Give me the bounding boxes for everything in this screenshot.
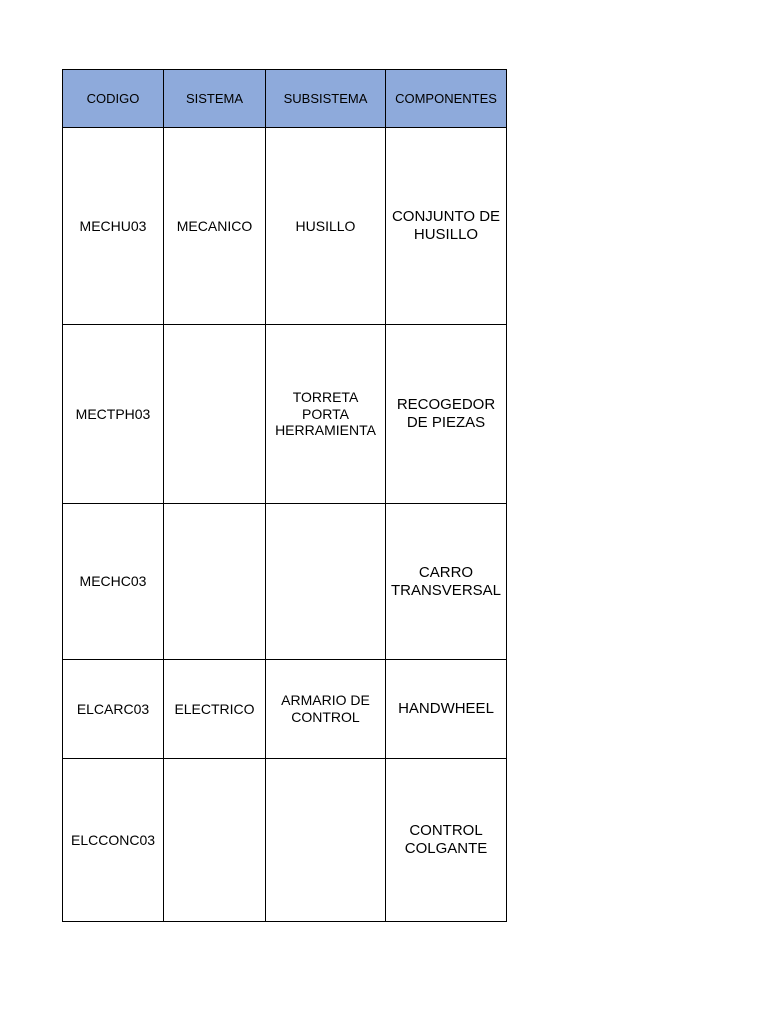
cell-codigo-text: ELCCONC03 — [70, 831, 156, 848]
cell-componentes — [386, 325, 507, 504]
cell-componentes — [386, 660, 507, 759]
cell-subsistema — [266, 325, 386, 504]
table-row — [63, 325, 507, 504]
cell-subsistema-text: HUSILLO — [295, 217, 356, 234]
table-row — [63, 759, 507, 922]
cell-codigo — [63, 325, 164, 504]
cell-codigo — [63, 504, 164, 660]
header-componentes: COMPONENTES — [386, 70, 507, 128]
cell-subsistema — [266, 759, 386, 922]
cell-codigo-text: MECHU03 — [79, 217, 147, 234]
cell-subsistema — [266, 660, 386, 759]
cell-sistema — [164, 325, 266, 504]
cell-codigo-text: ELCARC03 — [76, 700, 150, 717]
cell-componentes — [386, 128, 507, 325]
header-subsistema: SUBSISTEMA — [266, 70, 386, 128]
cell-sistema — [164, 759, 266, 922]
cell-sistema-text: MECANICO — [176, 217, 253, 234]
cell-componentes-text: RECOGEDOR DE PIEZAS — [396, 396, 496, 431]
table-row — [63, 660, 507, 759]
header-sistema: SISTEMA — [164, 70, 266, 128]
cell-codigo — [63, 128, 164, 325]
table-header-row — [63, 70, 507, 128]
table-row — [63, 504, 507, 660]
cell-subsistema — [266, 128, 386, 325]
cell-codigo — [63, 660, 164, 759]
cell-componentes-text: CONJUNTO DE HUSILLO — [391, 208, 501, 243]
cell-subsistema-text: TORRETA PORTA HERRAMIENTA — [275, 388, 376, 439]
cell-subsistema — [266, 504, 386, 660]
cell-codigo-text: MECHC03 — [79, 573, 147, 590]
cell-codigo-text: MECTPH03 — [75, 405, 151, 422]
cell-subsistema-text: ARMARIO DE CONTROL — [281, 692, 370, 725]
cell-sistema — [164, 128, 266, 325]
cell-componentes-text: CONTROL COLGANTE — [404, 822, 488, 857]
cell-sistema-text: ELECTRICO — [174, 700, 255, 717]
cell-sistema — [164, 504, 266, 660]
header-codigo: CODIGO — [63, 70, 164, 128]
cell-sistema — [164, 660, 266, 759]
cell-componentes — [386, 759, 507, 922]
cell-componentes-text: HANDWHEEL — [398, 700, 494, 717]
cell-codigo — [63, 759, 164, 922]
cell-componentes-text: CARRO TRANSVERSAL — [390, 563, 502, 599]
cell-componentes — [386, 504, 507, 660]
components-table — [62, 69, 507, 922]
table-row — [63, 128, 507, 325]
